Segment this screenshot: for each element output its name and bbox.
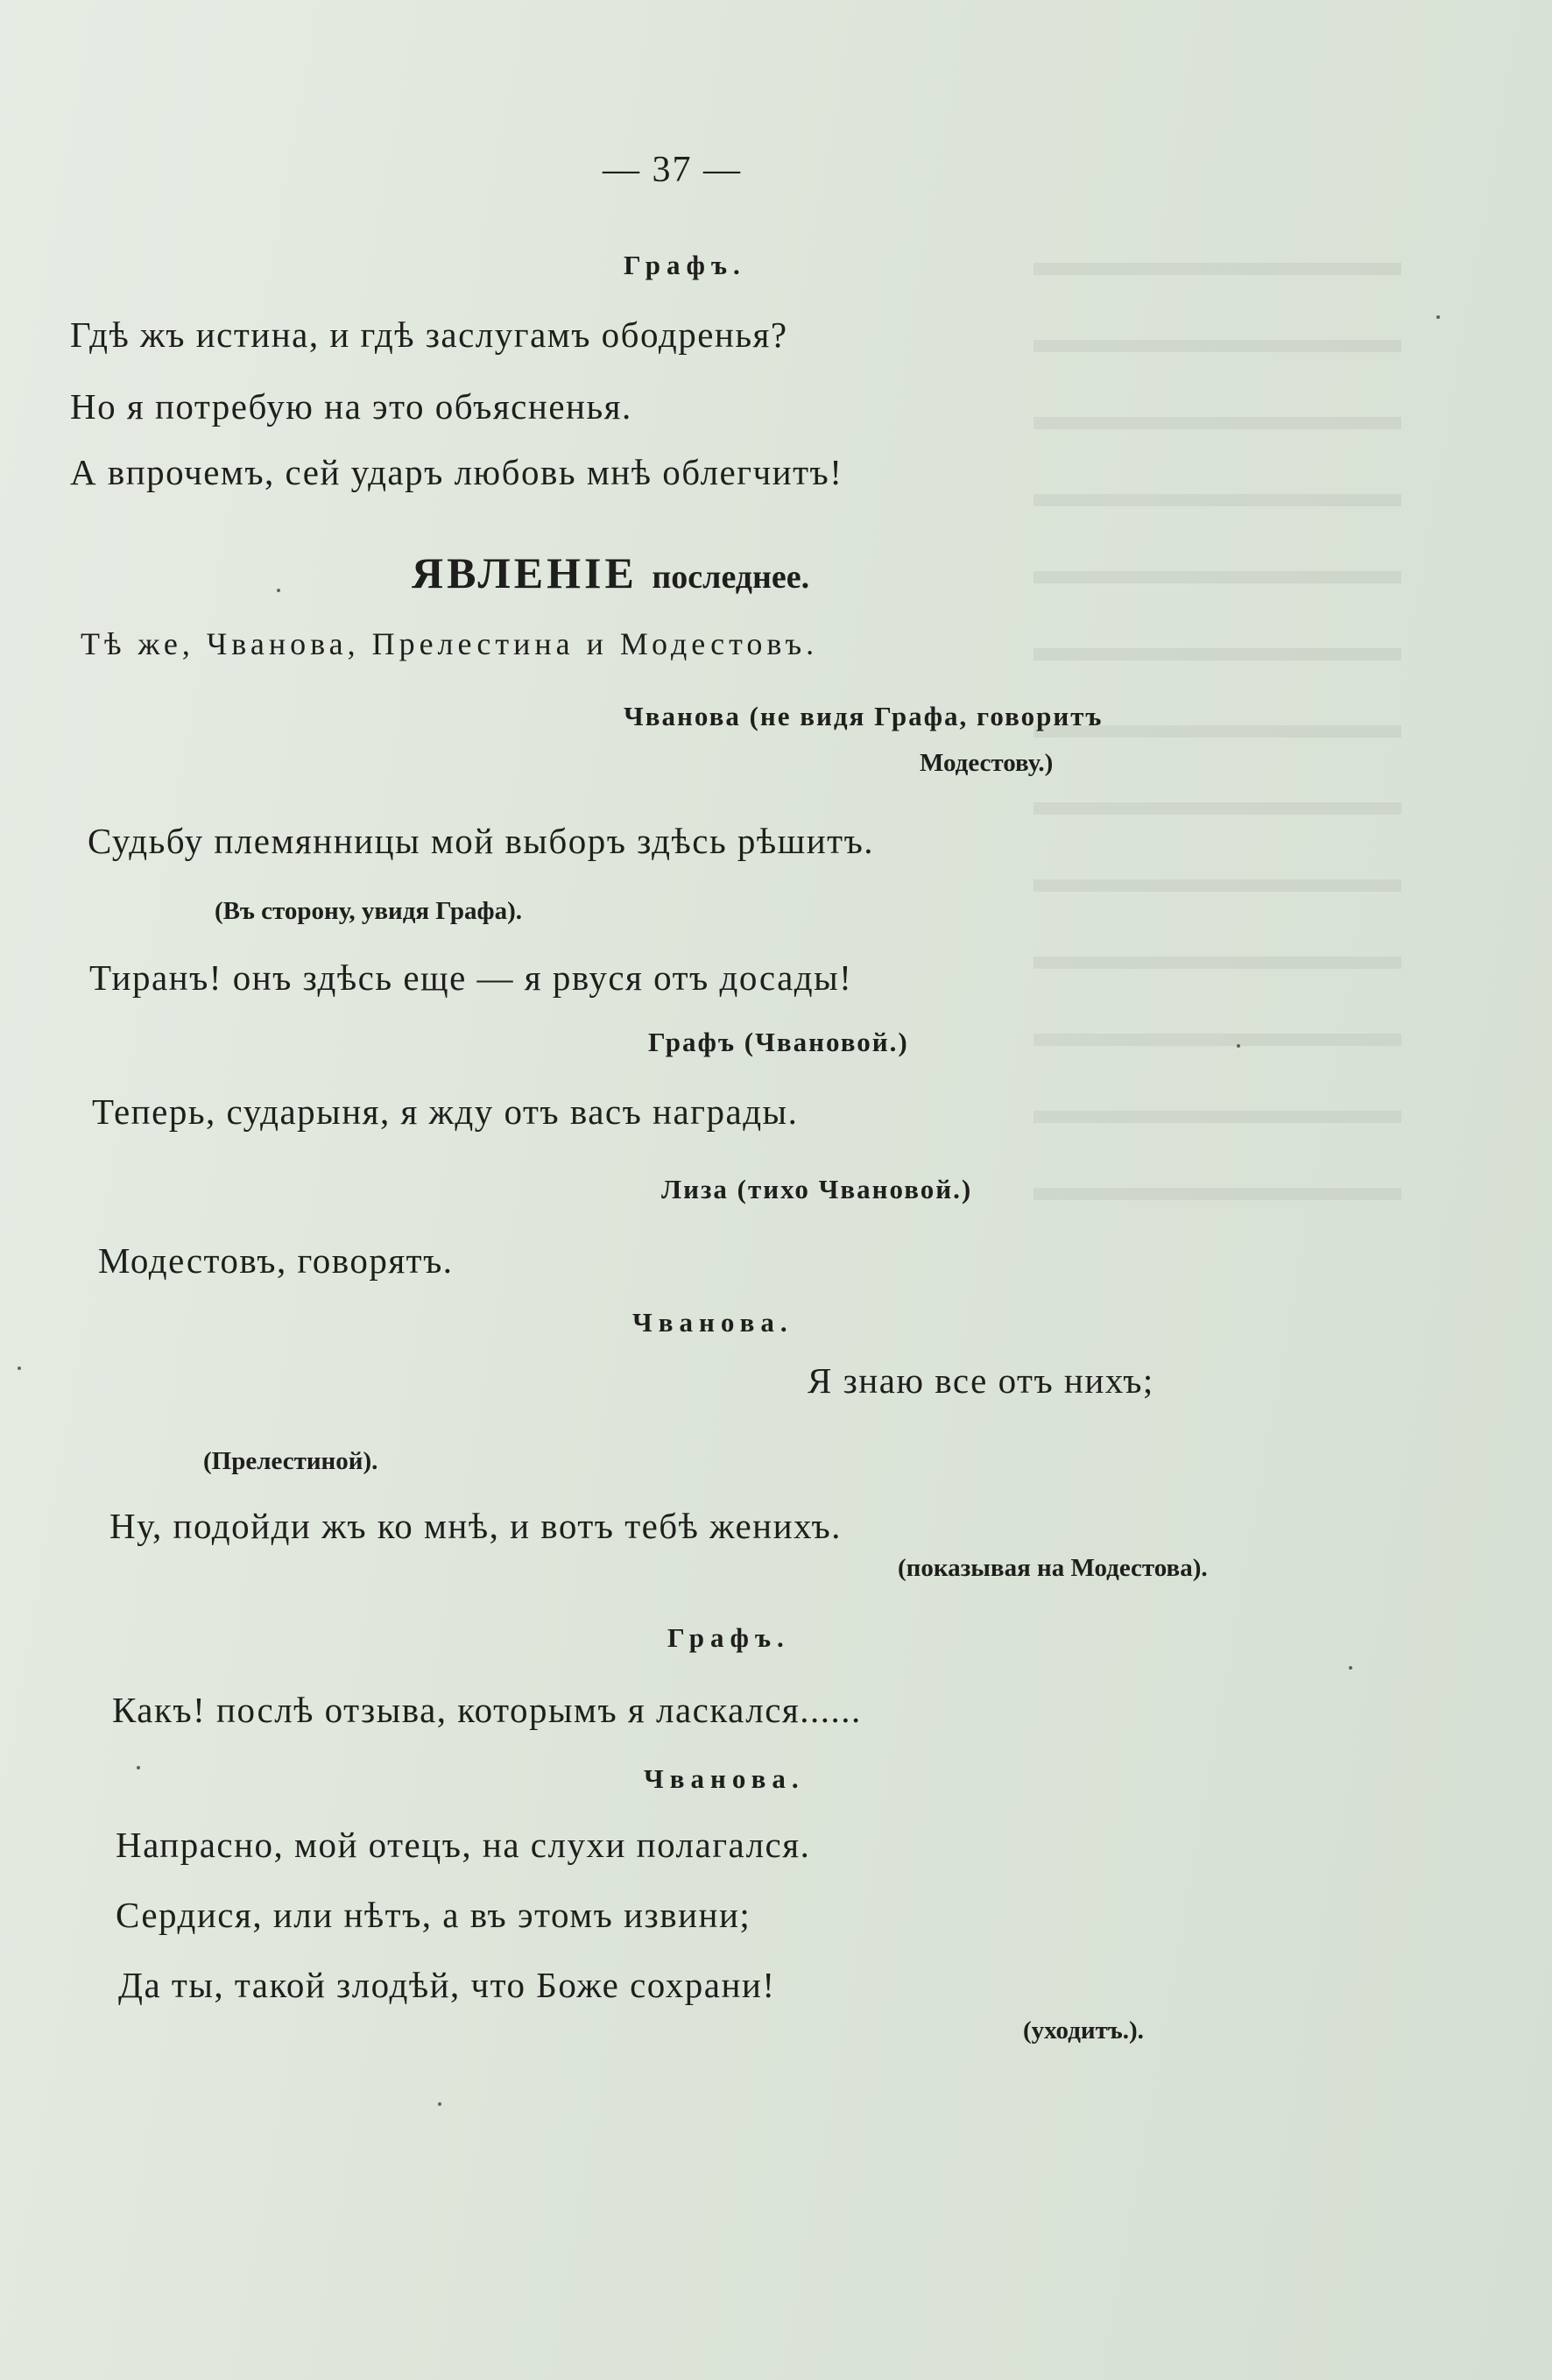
verse-line: Но я потребую на это объясненья. [70,386,632,427]
verse-line: Гдѣ жъ истина, и гдѣ заслугамъ ободренья? [70,314,788,355]
verse-line: Напрасно, мой отецъ, на слухи полагался. [116,1825,811,1865]
paper-speck [1237,1044,1240,1048]
page-number: — 37 — [603,150,742,190]
verse-line: Да ты, такой злодѣй, что Боже сохрани! [118,1965,776,2005]
stage-direction: (показывая на Модестова). [898,1554,1208,1582]
verse-line: Ну, подойди жъ ко мнѣ, и вотъ тебѣ женихъ. [109,1506,842,1546]
verse-line: Модестовъ, говорятъ. [98,1240,454,1281]
stage-direction: Модестову.) [920,749,1054,777]
verse-line: Какъ! послѣ отзыва, которымъ я ласкался...... [112,1690,862,1730]
verse-line: Я знаю все отъ нихъ; [808,1360,1154,1401]
paper-speck [438,2102,441,2106]
verse-line: Судьбу племянницы мой выборъ здѣсь рѣшитъ. [88,821,875,861]
show-through-text [1033,263,1401,1209]
paper-speck [18,1367,21,1370]
speaker-label: Чванова. [632,1307,794,1338]
verse-line: А впрочемъ, сей ударъ любовь мнѣ облегчитъ! [70,452,843,492]
verse-line: Сердися, или нѣтъ, а въ этомъ извини; [116,1895,751,1935]
scene-heading: ЯВЛЕНIЕ последнее. [412,548,810,597]
paper-speck [1436,315,1440,319]
speaker-label: Чванова. [644,1763,805,1794]
paper-speck [277,589,280,592]
stage-direction: (Въ сторону, увидя Графа). [215,897,523,925]
speaker-with-direction: Чванова (не видя Графа, говоритъ [624,701,1104,731]
stage-direction: (Прелестиной). [203,1447,378,1475]
verse-line: Теперь, сударыня, я жду отъ васъ награды. [92,1091,799,1132]
cast-list: Тѣ же, Чванова, Прелестина и Модестовъ. [81,626,819,661]
speaker-with-direction: Лиза (тихо Чвановой.) [661,1174,973,1204]
stage-direction: (уходитъ.). [1023,2016,1144,2045]
scene-heading-subtitle: последнее. [652,559,810,596]
paper-speck [1349,1666,1352,1670]
speaker-with-direction: Графъ (Чвановой.) [648,1027,909,1057]
speaker-label: Графъ. [624,250,746,280]
paper-speck [137,1766,140,1769]
verse-line: Тиранъ! онъ здѣсь еще — я рвуся отъ досады! [89,957,853,998]
speaker-label: Графъ. [667,1622,790,1653]
